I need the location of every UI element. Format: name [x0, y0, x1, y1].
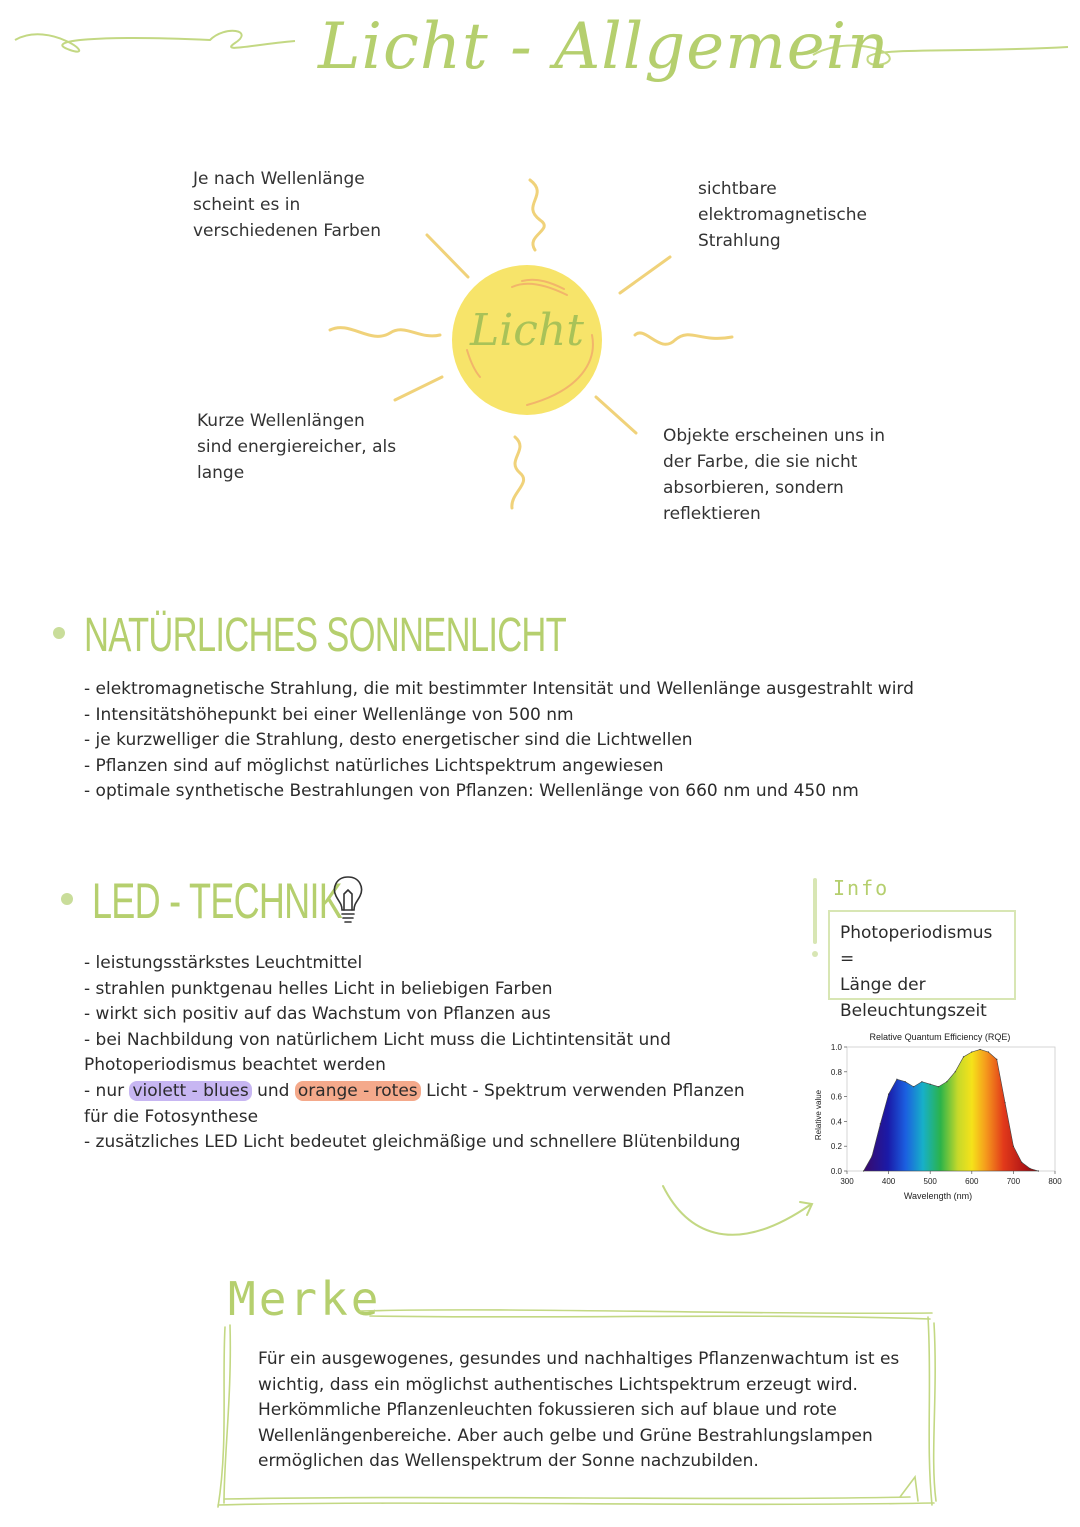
y-tick-label: 0.8	[830, 1067, 842, 1077]
info-line: Photoperiodismus =	[840, 923, 993, 969]
curved-arrow-icon	[655, 1180, 825, 1255]
x-tick-label: 400	[881, 1177, 896, 1186]
info-line: Beleuchtungszeit	[840, 1001, 987, 1021]
list-item: - zusätzliches LED Licht bedeutet gleichmäßige und schnellere Blütenbildung	[84, 1132, 741, 1153]
note-line: Objekte erscheinen uns in	[663, 426, 886, 446]
data-point	[930, 1084, 931, 1085]
merke-title: Merke	[228, 1272, 382, 1326]
note-line: sichtbare	[698, 179, 777, 199]
data-point	[996, 1059, 997, 1060]
data-point	[880, 1123, 881, 1124]
data-point	[863, 1170, 864, 1171]
merke-line: Herkömmliche Pflanzenleuchten fokussieren sich auf blaue und rote	[258, 1400, 837, 1421]
data-point	[938, 1086, 939, 1087]
x-tick-label: 700	[1006, 1177, 1021, 1186]
sun-label: Licht	[470, 305, 584, 356]
note-line: lange	[197, 463, 245, 483]
highlight-violet-blue: violett - blues	[129, 1081, 251, 1101]
info-line: Länge der	[840, 975, 926, 995]
section-bullet	[53, 627, 65, 639]
list-item: - je kurzwelliger die Strahlung, desto energetischer sind die Lichtwellen	[84, 730, 693, 751]
data-point	[1005, 1102, 1006, 1103]
note-short-wavelengths	[197, 408, 396, 486]
data-point	[1021, 1162, 1022, 1163]
rqe-chart	[805, 1025, 1060, 1210]
x-tick-label: 500	[923, 1177, 937, 1186]
list-item: - bei Nachbildung von natürlichem Licht muss die Lichtintensität und	[84, 1029, 671, 1050]
data-point	[955, 1071, 956, 1072]
y-tick-label: 1.0	[830, 1043, 842, 1052]
list-item: - optimale synthetische Bestrahlungen von Pflanzen: Wellenlänge von 660 nm und 450 nm	[84, 781, 859, 802]
y-axis-label: Relative value	[814, 1089, 823, 1141]
merke-line: wichtig, dass ein möglichst authentisches Lichtspektrum erzeugt wird.	[258, 1374, 858, 1395]
chart-title: Relative Quantum Efficiency (RQE)	[869, 1032, 1011, 1042]
text-span: und	[251, 1080, 295, 1101]
note-line: der Farbe, die sie nicht	[663, 452, 858, 472]
data-point	[988, 1051, 989, 1052]
data-point	[1013, 1146, 1014, 1147]
data-point	[888, 1094, 889, 1095]
list-item: - leistungsstärkstes Leuchtmittel	[84, 953, 363, 973]
data-point	[905, 1081, 906, 1082]
data-point	[963, 1056, 964, 1057]
note-wavelength-colors	[193, 166, 381, 244]
note-line: Kurze Wellenlängen	[197, 411, 365, 431]
light-bulb-icon	[330, 874, 366, 926]
note-line: verschiedenen Farben	[193, 221, 381, 241]
merke-line: Wellenlängenbereiche. Aber auch gelbe und Grüne Bestrahlungslampen	[258, 1425, 873, 1446]
merke-text	[258, 1347, 918, 1475]
section-heading-sunlight: NATÜRLICHES SONNENLICHT	[84, 609, 567, 662]
sunlight-list	[84, 677, 914, 805]
note-line: Je nach Wellenlänge	[193, 169, 365, 189]
list-item-spectrum	[84, 1079, 745, 1105]
x-tick-label: 600	[965, 1177, 979, 1186]
data-point	[971, 1051, 972, 1052]
list-item: für die Fotosynthese	[84, 1106, 259, 1127]
list-item: - elektromagnetische Strahlung, die mit bestimmter Intensität und Wellenlänge ausgestrahlt wird	[84, 679, 914, 699]
y-tick-label: 0.2	[830, 1142, 842, 1152]
note-line: sind energiereicher, als	[197, 437, 397, 457]
data-point	[921, 1081, 922, 1082]
rqe-chart-svg	[805, 1025, 1060, 1210]
data-point	[871, 1156, 872, 1157]
merke-line: Für ein ausgewogenes, gesundes und nachhaltiges Pflanzenwachtum ist es	[258, 1349, 900, 1369]
note-line: scheint es in	[193, 195, 301, 215]
data-point	[1029, 1168, 1030, 1169]
section-heading-led: LED - TECHNIK	[92, 873, 343, 929]
list-item: - Intensitätshöhepunkt bei einer Wellenlänge von 500 nm	[84, 704, 574, 725]
highlight-orange-red: orange - rotes	[295, 1081, 421, 1101]
data-point	[896, 1079, 897, 1080]
y-tick-label: 0.4	[830, 1117, 842, 1127]
note-line: Strahlung	[698, 231, 781, 251]
exclamation-icon	[808, 878, 822, 960]
page-title: Licht - Allgemein	[318, 10, 890, 84]
list-item: - strahlen punktgenau helles Licht in beliebigen Farben	[84, 978, 553, 999]
list-item: - Pflanzen sind auf möglichst natürliches Lichtspektrum angewiesen	[84, 755, 664, 776]
y-tick-label: 0.0	[830, 1167, 842, 1176]
data-point	[1038, 1170, 1039, 1171]
note-line: absorbieren, sondern	[663, 478, 844, 498]
section-bullet	[61, 893, 73, 905]
data-point	[980, 1049, 981, 1050]
note-object-colors	[663, 423, 885, 527]
list-item: Photoperiodismus beachtet werden	[84, 1055, 386, 1076]
led-list	[84, 951, 745, 1156]
info-box	[828, 910, 1016, 1021]
info-label: Info	[833, 876, 890, 900]
data-point	[913, 1086, 914, 1087]
x-tick-label: 800	[1048, 1177, 1062, 1186]
merke-line: ermöglichen das Wellenspektrum der Sonne nachzubilden.	[258, 1451, 759, 1472]
note-line: elektromagnetische	[698, 205, 867, 225]
note-line: reflektieren	[663, 504, 761, 524]
x-tick-label: 300	[840, 1177, 854, 1186]
x-axis-label: Wavelength (nm)	[903, 1191, 973, 1201]
text-span: Licht - Spektrum verwenden Pflanzen	[420, 1080, 745, 1101]
data-point	[946, 1081, 947, 1082]
list-item: - wirkt sich positiv auf das Wachstum von Pflanzen aus	[84, 1004, 551, 1025]
note-em-radiation	[698, 176, 867, 254]
title-left-swirl-icon	[10, 15, 300, 65]
text-span: - nur	[84, 1080, 130, 1101]
y-tick-label: 0.6	[830, 1092, 842, 1102]
